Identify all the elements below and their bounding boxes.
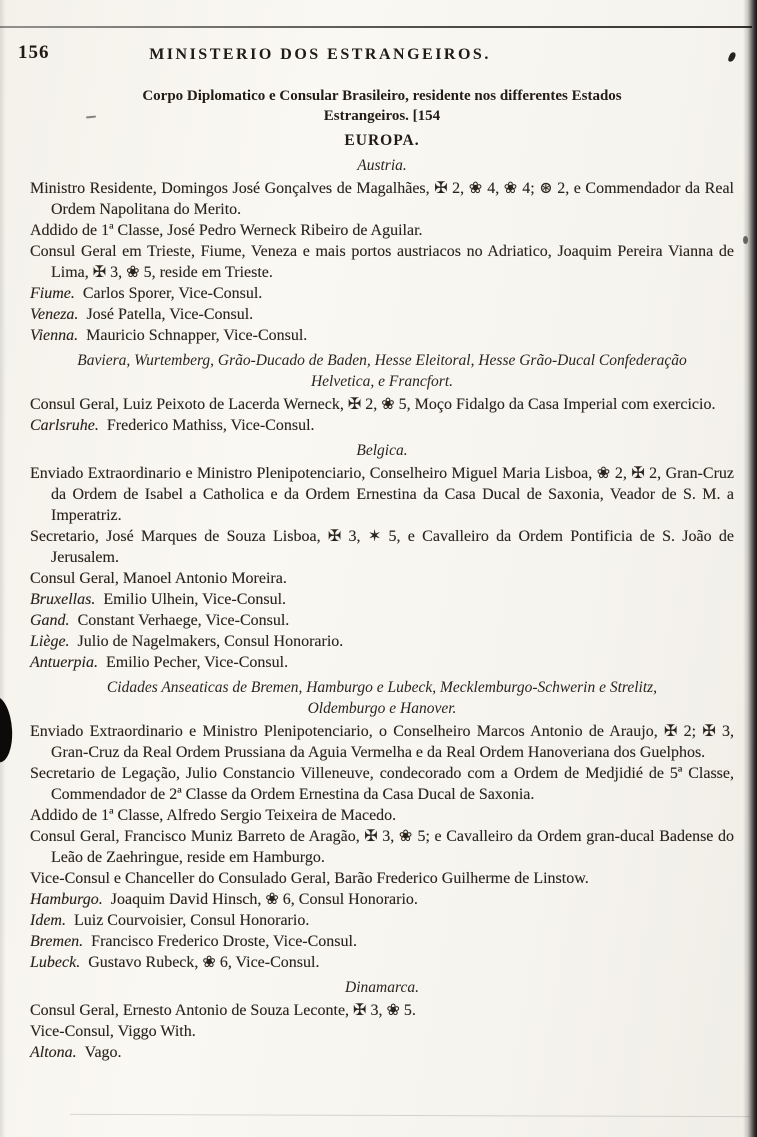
subtitle-line-1: Corpo Diplomatico e Consular Brasileiro, residente nos differentes Estados bbox=[142, 88, 622, 104]
diplomatic-entry bbox=[30, 631, 734, 652]
entry-text: Luiz Courvoisier, Consul Honorario. bbox=[73, 912, 310, 929]
diplomatic-entry bbox=[30, 178, 734, 220]
diplomatic-entry bbox=[30, 283, 734, 304]
diplomatic-entry bbox=[30, 952, 734, 973]
scratch-artifact bbox=[70, 1114, 750, 1117]
diplomatic-entry bbox=[30, 931, 734, 952]
entry-lead: Carlsruhe. bbox=[30, 417, 107, 434]
entry-text: Vago. bbox=[84, 1044, 122, 1061]
entry-text: Constant Verhaege, Vice-Consul. bbox=[77, 612, 290, 629]
entry-text: Consul Geral, Francisco Muniz Barreto de Aragão, ✠ 3, ❀ 5; e Cavalleiro da Ordem gran-ducal Badense do Leão de Zaehringue, reside em Hamburgo. bbox=[30, 828, 734, 866]
running-title: MINISTERIO DOS ESTRANGEIROS. bbox=[149, 46, 491, 63]
entry-text: Gustavo Rubeck, ❀ 6, Vice-Consul. bbox=[88, 954, 320, 971]
entry-text: Carlos Sporer, Vice-Consul. bbox=[82, 285, 263, 302]
entry-text: Emilio Ulhein, Vice-Consul. bbox=[103, 591, 287, 608]
diplomatic-entry bbox=[30, 325, 734, 346]
diplomatic-entry bbox=[30, 241, 734, 283]
entry-lead: Idem. bbox=[30, 912, 74, 929]
diplomatic-entry bbox=[30, 394, 734, 415]
entry-text: Secretario, José Marques de Souza Lisboa, ✠ 3, ✶ 5, e Cavalleiro da Ordem Pontificia de S. João de Jerusalem. bbox=[30, 528, 734, 566]
section-entries bbox=[30, 1000, 734, 1063]
diplomatic-entry bbox=[30, 1021, 734, 1042]
entry-text: Francisco Frederico Droste, Vice-Consul. bbox=[91, 933, 357, 950]
subtitle-line-2: Estrangeiros. [154 bbox=[323, 108, 441, 124]
diplomatic-entry bbox=[30, 763, 734, 805]
entry-lead: Bremen. bbox=[30, 933, 92, 950]
country-section bbox=[30, 155, 734, 346]
entry-text: José Patella, Vice-Consul. bbox=[86, 306, 254, 323]
entry-lead: Fiume. bbox=[30, 285, 83, 302]
entry-text: Consul Geral, Ernesto Antonio de Souza Leconte, ✠ 3, ❀ 5. bbox=[30, 1002, 416, 1019]
entry-text: Ministro Residente, Domingos José Gonçalves de Magalhães, ✠ 2, ❀ 4, ❀ 4; ⊛ 2, e Commendador da Real Ordem Napolitana do Merito. bbox=[30, 180, 734, 218]
country-section bbox=[30, 977, 734, 1063]
entry-lead: Bruxellas. bbox=[30, 591, 104, 608]
section-heading: Belgica. bbox=[356, 442, 408, 459]
entry-lead: Altona. bbox=[30, 1044, 85, 1061]
diplomatic-entry bbox=[30, 589, 734, 610]
diplomatic-entry bbox=[30, 805, 734, 826]
country-section bbox=[30, 440, 734, 673]
section-heading: Cidades Anseaticas de Bremen, Hamburgo e Lubeck, Mecklemburgo-Schwerin e Strelitz, Oldemburgo e Hanover. bbox=[106, 679, 658, 717]
entry-text: Secretario de Legação, Julio Constancio Villeneuve, condecorado com a Ordem de Medjidié de 5ª Classe, Commendador de 2ª Classe da Ordem Ernestina da Casa Ducal de Saxonia. bbox=[30, 765, 734, 803]
diplomatic-entry bbox=[30, 826, 734, 868]
entry-lead: Veneza. bbox=[30, 306, 87, 323]
diplomatic-entry bbox=[30, 910, 734, 931]
diplomatic-entry bbox=[30, 868, 734, 889]
entry-lead: Liège. bbox=[30, 633, 78, 650]
section-entries bbox=[30, 178, 734, 346]
diplomatic-entry bbox=[30, 610, 734, 631]
entry-text: Emilio Pecher, Vice-Consul. bbox=[106, 654, 289, 671]
entry-lead: Hamburgo. bbox=[30, 891, 111, 908]
entry-text: Consul Geral, Manoel Antonio Moreira. bbox=[30, 570, 287, 587]
diplomatic-entry bbox=[30, 463, 734, 526]
country-section bbox=[30, 677, 734, 973]
page-top-rule bbox=[0, 26, 752, 28]
entry-text: Vice-Consul, Viggo With. bbox=[30, 1023, 196, 1040]
diplomatic-entry bbox=[30, 1042, 734, 1063]
entry-lead: Vienna. bbox=[30, 327, 87, 344]
section-heading: Baviera, Wurtemberg, Grão-Ducado de Baden, Hesse Eleitoral, Hesse Grão-Ducal Confederação Helvetica, e Francfort. bbox=[77, 352, 687, 390]
left-edge-shadow bbox=[0, 0, 6, 1137]
region-heading: EUROPA. bbox=[344, 132, 420, 149]
entry-text: Consul Geral, Luiz Peixoto de Lacerda Werneck, ✠ 2, ❀ 5, Moço Fidalgo da Casa Imperial com exercicio. bbox=[30, 396, 716, 413]
entry-text: Frederico Mathiss, Vice-Consul. bbox=[106, 417, 315, 434]
document-subtitle bbox=[30, 86, 734, 126]
entry-text: Julio de Nagelmakers, Consul Honorario. bbox=[77, 633, 344, 650]
page-number: 156 bbox=[18, 42, 50, 63]
entry-text: Enviado Extraordinario e Ministro Plenipotenciario, o Conselheiro Marcos Antonio de Araujo, ✠ 2; ✠ 3, Gran-Cruz da Real Ordem Prussiana da Aguia Vermelha e da Real Ordem Hanoveriana dos Guelphos. bbox=[30, 723, 734, 761]
section-entries bbox=[30, 463, 734, 673]
section-heading: Austria. bbox=[357, 157, 407, 174]
diplomatic-entry bbox=[30, 1000, 734, 1021]
diplomatic-entry bbox=[30, 415, 734, 436]
diplomatic-entry bbox=[30, 889, 734, 910]
ink-speck bbox=[728, 51, 737, 62]
diplomatic-entry bbox=[30, 304, 734, 325]
section-heading: Dinamarca. bbox=[345, 979, 419, 996]
entry-text: Addido de 1ª Classe, Alfredo Sergio Teixeira de Macedo. bbox=[30, 807, 397, 824]
diplomatic-entry bbox=[30, 220, 734, 241]
diplomatic-entry bbox=[30, 652, 734, 673]
entry-lead: Lubeck. bbox=[30, 954, 89, 971]
entry-text: Vice-Consul e Chanceller do Consulado Geral, Barão Frederico Guilherme de Linstow. bbox=[30, 870, 589, 887]
entry-text: Joaquim David Hinsch, ❀ 6, Consul Honorario. bbox=[110, 891, 418, 908]
entry-text: Consul Geral em Trieste, Fiume, Veneza e mais portos austriacos no Adriatico, Joaquim Pereira Vianna de Lima, ✠ 3, ❀ 5, reside em Trieste. bbox=[30, 243, 734, 281]
book-binding-edge bbox=[743, 0, 757, 1137]
ink-speck bbox=[743, 236, 748, 244]
country-section bbox=[30, 350, 734, 436]
ink-blot-artifact bbox=[0, 696, 14, 763]
sections bbox=[30, 155, 734, 1063]
diplomatic-entry bbox=[30, 526, 734, 568]
page-content bbox=[30, 86, 734, 1063]
entry-text: Mauricio Schnapper, Vice-Consul. bbox=[86, 327, 308, 344]
entry-lead: Gand. bbox=[30, 612, 78, 629]
section-entries bbox=[30, 721, 734, 973]
diplomatic-entry bbox=[30, 568, 734, 589]
diplomatic-entry bbox=[30, 721, 734, 763]
section-entries bbox=[30, 394, 734, 436]
entry-lead: Antuerpia. bbox=[30, 654, 106, 671]
entry-text: Addido de 1ª Classe, José Pedro Werneck Ribeiro de Aguilar. bbox=[30, 222, 423, 239]
entry-text: Enviado Extraordinario e Ministro Plenipotenciario, Conselheiro Miguel Maria Lisboa, ❀ 2, ✠ 2, Gran-Cruz da Ordem de Isabel a Catholica e da Ordem Ernestina da Casa Ducal de Saxonia, Veador de S. M. a Imperatriz. bbox=[30, 465, 734, 524]
